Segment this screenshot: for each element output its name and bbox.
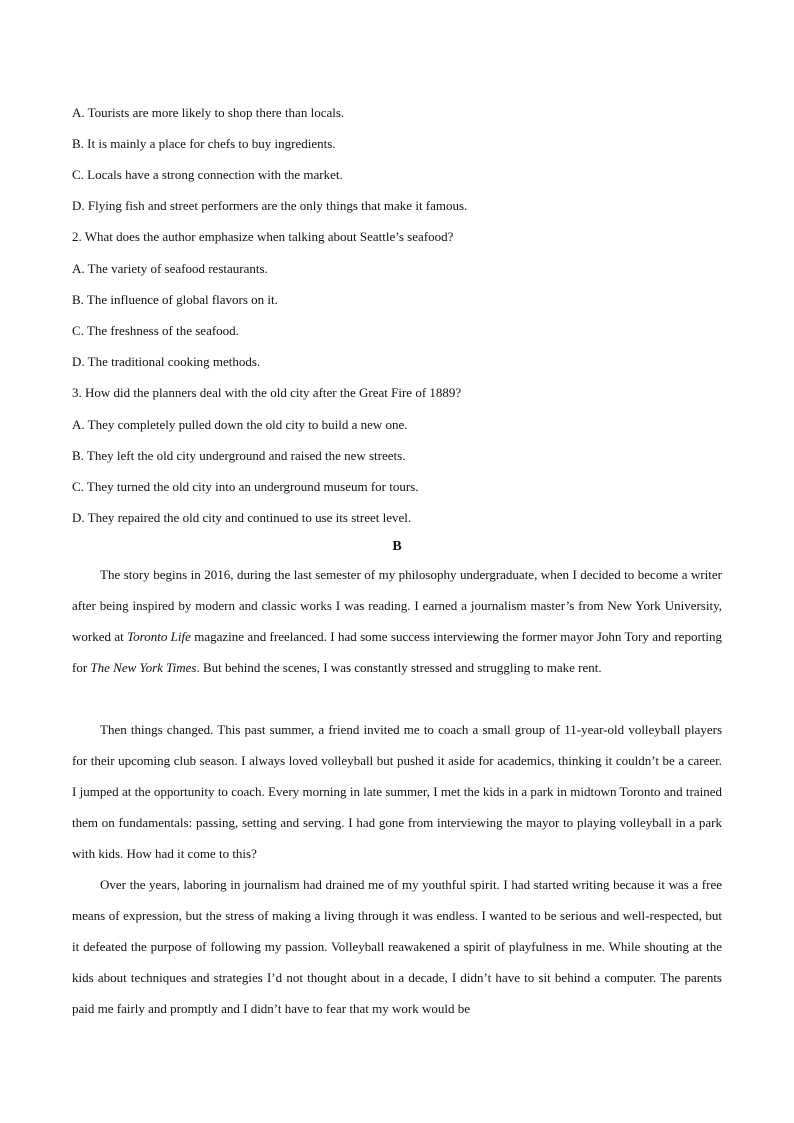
paragraph-1-text-a: The story begins in 2016, during the last semester of my philosophy undergraduate, when I decided to become a writer after being inspired by modern and classic works I was reading. I earned a journalism master’s from New York University, worked at (72, 567, 722, 644)
q1-option-c: C. Locals have a strong connection with the market. (72, 167, 343, 182)
q3-option-a: A. They completely pulled down the old city to build a new one. (72, 417, 408, 432)
q2-option-a: A. The variety of seafood restaurants. (72, 261, 268, 276)
section-heading: B (392, 539, 402, 554)
paragraph-2-text: Then things changed. This past summer, a friend invited me to coach a small group of 11-year-old volleyball players for their upcoming club season. I always loved volleyball but pushed it aside for academics, thinking it couldn’t be a career. I jumped at the opportunity to coach. Every morning in late summer, I met the kids in a park in midtown Toronto and trained them on fundamentals: passing, setting and serving. I had gone from interviewing the mayor to playing volleyball in a park with kids. How had it come to this? (72, 722, 722, 861)
passage-paragraph-2 (72, 714, 722, 869)
q2-option-d: D. The traditional cooking methods. (72, 354, 261, 369)
q2-stem: 2. What does the author emphasize when talking about Seattle’s seafood? (72, 229, 454, 244)
paragraph-1-text-b: magazine and freelanced. I had some success interviewing the former mayor John Tory and reporting for (72, 629, 723, 675)
paragraph-3-text: Over the years, laboring in journalism had drained me of my youthful spirit. I had started writing because it was a free means of expression, but the stress of making a living through it was endless. I wanted to be serious and well-respected, but it defeated the purpose of following my passion. Volleyball reawakened a spirit of playfulness in me. While shouting at the kids about techniques and strategies I’d not thought about in a decade, I didn’t have to sit behind a computer. The parents paid me fairly and promptly and I didn’t have to fear that my work would be (72, 877, 722, 1016)
q2-option-c: C. The freshness of the seafood. (72, 323, 239, 338)
q3-stem: 3. How did the planners deal with the old city after the Great Fire of 1889? (72, 385, 462, 400)
q3-option-d: D. They repaired the old city and continued to use its street level. (72, 510, 412, 525)
q3-option-b: B. They left the old city underground and raised the new streets. (72, 448, 406, 463)
q2-option-b: B. The influence of global flavors on it. (72, 292, 278, 307)
passage-paragraph-1 (72, 559, 722, 683)
publication-toronto-life: Toronto Life (127, 629, 191, 644)
passage-paragraph-3 (72, 869, 722, 1024)
publication-nyt: The New York Times (90, 660, 197, 675)
paragraph-1-text-c: . But behind the scenes, I was constantly stressed and struggling to make rent. (196, 660, 602, 675)
q3-option-c: C. They turned the old city into an underground museum for tours. (72, 479, 419, 494)
q1-option-a: A. Tourists are more likely to shop there than locals. (72, 105, 345, 120)
q1-option-b: B. It is mainly a place for chefs to buy ingredients. (72, 136, 336, 151)
q1-option-d: D. Flying fish and street performers are the only things that make it famous. (72, 198, 468, 213)
